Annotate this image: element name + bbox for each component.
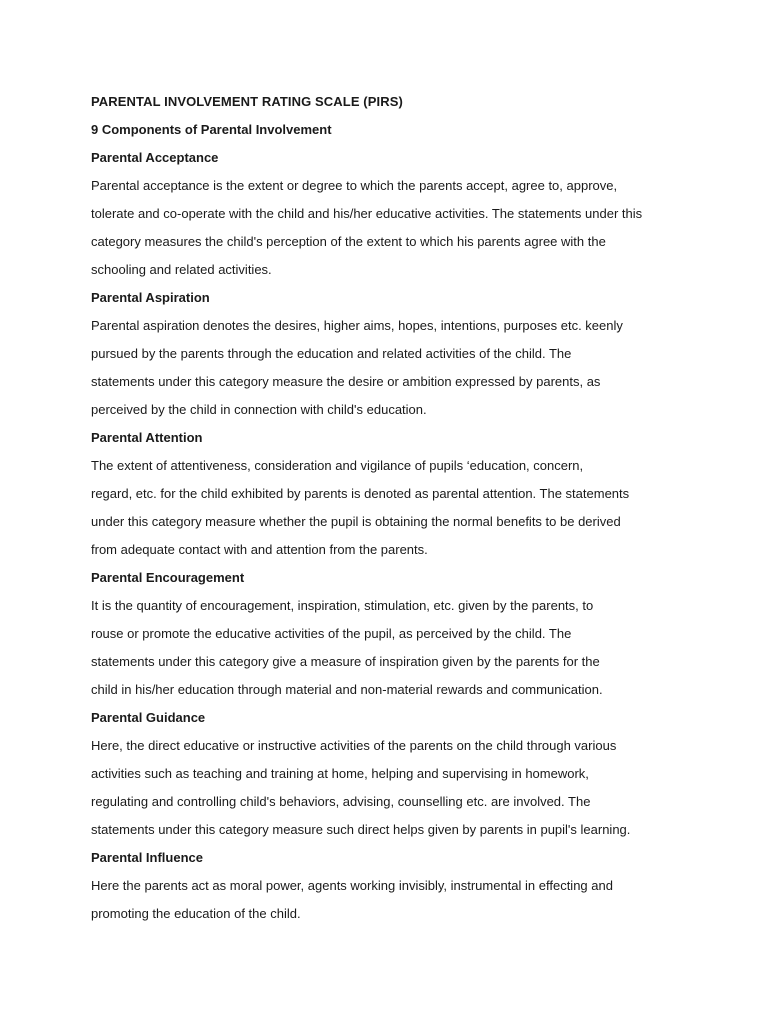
section-parental-influence bbox=[91, 844, 691, 928]
paragraph-line: schooling and related activities. bbox=[91, 262, 272, 277]
paragraph-line: regulating and controlling child's behaviors, advising, counselling etc. are involved. The bbox=[91, 794, 591, 809]
section-heading: Parental Attention bbox=[91, 430, 203, 445]
section-parental-encouragement bbox=[91, 564, 691, 704]
section-paragraph bbox=[91, 312, 691, 424]
paragraph-line: statements under this category measure such direct helps given by parents in pupil's learning. bbox=[91, 822, 631, 837]
section-paragraph bbox=[91, 592, 691, 704]
section-heading: Parental Acceptance bbox=[91, 150, 219, 165]
paragraph-line: activities such as teaching and training at home, helping and supervising in homework, bbox=[91, 766, 589, 781]
paragraph-line: promoting the education of the child. bbox=[91, 906, 301, 921]
paragraph-line: The extent of attentiveness, consideration and vigilance of pupils ‘education, concern, bbox=[91, 458, 584, 473]
section-parental-acceptance bbox=[91, 144, 691, 284]
paragraph-line: Parental acceptance is the extent or degree to which the parents accept, agree to, approve, bbox=[91, 178, 618, 193]
section-parental-attention bbox=[91, 424, 691, 564]
paragraph-line: It is the quantity of encouragement, inspiration, stimulation, etc. given by the parents, to bbox=[91, 598, 594, 613]
section-paragraph bbox=[91, 732, 691, 844]
section-parental-guidance bbox=[91, 704, 691, 844]
paragraph-line: regard, etc. for the child exhibited by parents is denoted as parental attention. The statements bbox=[91, 486, 630, 501]
paragraph-line: tolerate and co-operate with the child and his/her educative activities. The statements under this bbox=[91, 206, 643, 221]
section-paragraph bbox=[91, 872, 691, 928]
paragraph-line: from adequate contact with and attention from the parents. bbox=[91, 542, 428, 557]
section-parental-aspiration bbox=[91, 284, 691, 424]
document-title: PARENTAL INVOLVEMENT RATING SCALE (PIRS) bbox=[91, 94, 403, 109]
section-heading: Parental Aspiration bbox=[91, 290, 210, 305]
paragraph-line: Parental aspiration denotes the desires, higher aims, hopes, intentions, purposes etc. keenly bbox=[91, 318, 623, 333]
section-paragraph bbox=[91, 452, 691, 564]
section-heading: Parental Guidance bbox=[91, 710, 206, 725]
section-heading: Parental Encouragement bbox=[91, 570, 245, 585]
paragraph-line: Here, the direct educative or instructive activities of the parents on the child through various bbox=[91, 738, 617, 753]
section-paragraph bbox=[91, 172, 691, 284]
paragraph-line: category measures the child's perception of the extent to which his parents agree with the bbox=[91, 234, 606, 249]
document-subtitle: 9 Components of Parental Involvement bbox=[91, 122, 332, 137]
paragraph-line: perceived by the child in connection with child's education. bbox=[91, 402, 427, 417]
document-content bbox=[91, 88, 691, 928]
paragraph-line: statements under this category give a measure of inspiration given by the parents for the bbox=[91, 654, 600, 669]
section-heading: Parental Influence bbox=[91, 850, 203, 865]
paragraph-line: Here the parents act as moral power, agents working invisibly, instrumental in effecting and bbox=[91, 878, 613, 893]
paragraph-line: rouse or promote the educative activities of the pupil, as perceived by the child. The bbox=[91, 626, 572, 641]
paragraph-line: pursued by the parents through the education and related activities of the child. The bbox=[91, 346, 572, 361]
paragraph-line: child in his/her education through material and non-material rewards and communication. bbox=[91, 682, 603, 697]
paragraph-line: statements under this category measure the desire or ambition expressed by parents, as bbox=[91, 374, 601, 389]
paragraph-line: under this category measure whether the pupil is obtaining the normal benefits to be derived bbox=[91, 514, 621, 529]
